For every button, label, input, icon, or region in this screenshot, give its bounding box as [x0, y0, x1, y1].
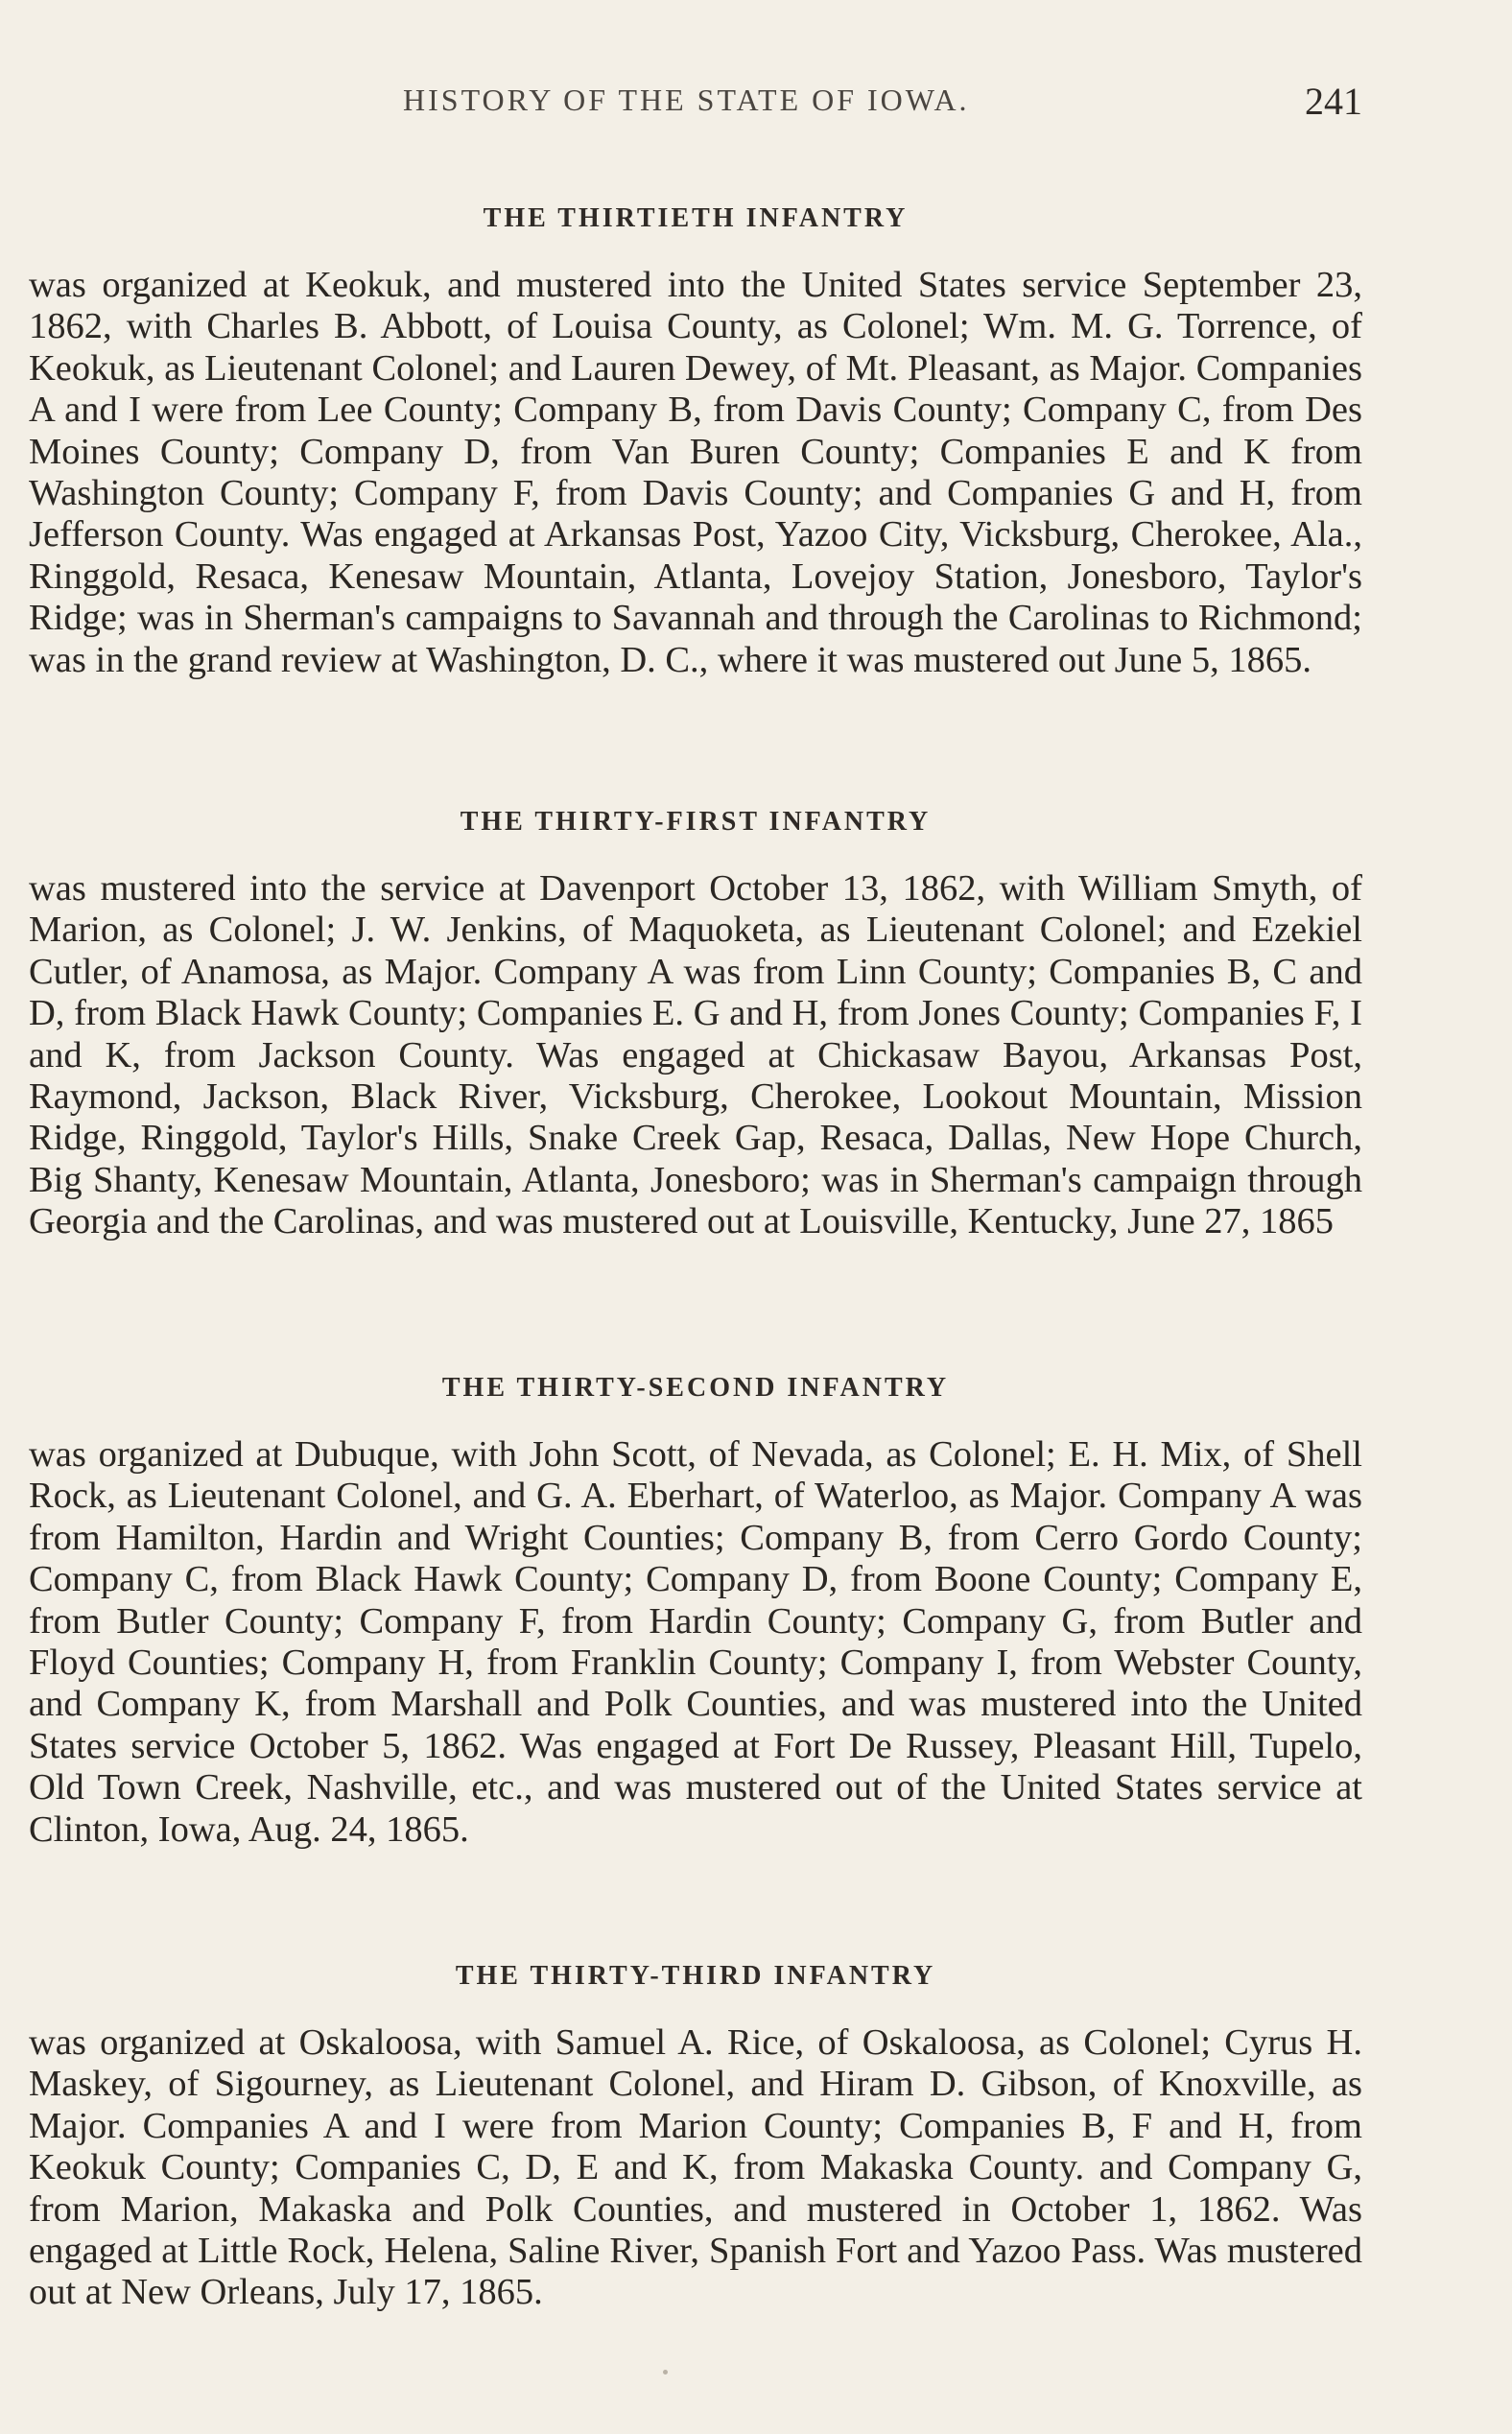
section-body: was organized at Oskaloosa, with Samuel A. Rice, of Oskaloosa, as Colonel; Cyrus H. Maskey, of Sigourney, as Lieutenant Colonel, and Hiram D. Gibson, of Knoxville, as Major. Companies A and I were from Marion County; Companies B, F and H, from Keokuk County; Companies C, D, E and K, from Makaska County. and Company G, from Marion, Makaska and Polk Counties, and mustered in October 1, 1862. Was engaged at Little Rock, Helena, Saline River, Spanish Fort and Yazoo Pass. Was mustered out at New Orleans, July 17, 1865.: [29, 2022, 1362, 2313]
section-thirty-second-infantry: [29, 1369, 1362, 1851]
section-heading: THE THIRTIETH INFANTRY: [483, 203, 909, 233]
section-heading: THE THIRTY-SECOND INFANTRY: [441, 1373, 950, 1403]
section-thirty-third-infantry: [29, 1957, 1362, 2314]
page-number: 241: [1305, 80, 1362, 123]
section-thirty-first-infantry: [29, 803, 1362, 1243]
section-thirtieth-infantry: [29, 200, 1362, 681]
section-heading: THE THIRTY-THIRD INFANTRY: [455, 1961, 936, 1991]
running-title: HISTORY OF THE STATE OF IOWA.: [403, 83, 970, 117]
ink-speck: [663, 2370, 668, 2375]
running-head: [29, 79, 1362, 127]
section-heading: THE THIRTY-FIRST INFANTRY: [460, 807, 932, 837]
section-body: was organized at Keokuk, and mustered into the United States service September 23, 1862, with Charles B. Abbott, of Louisa County, as Colonel; Wm. M. G. Torrence, of Keokuk, as Lieutenant Colonel; and Lauren Dewey, of Mt. Pleasant, as Major. Companies A and I were from Lee County; Company B, from Davis County; Company C, from Des Moines County; Company D, from Van Buren County; Companies E and K from Washington County; Company F, from Davis County; and Companies G and H, from Jefferson County. Was engaged at Arkansas Post, Yazoo City, Vicksburg, Cherokee, Ala., Ringgold, Resaca, Kenesaw Mountain, Atlanta, Lovejoy Station, Jonesboro, Taylor's Ridge; was in Sherman's campaigns to Savannah and through the Carolinas to Richmond; was in the grand review at Washington, D. C., where it was mustered out June 5, 1865.: [29, 265, 1362, 680]
section-body: was mustered into the service at Davenport October 13, 1862, with William Smyth, of Marion, as Colonel; J. W. Jenkins, of Maquoketa, as Lieutenant Colonel; and Ezekiel Cutler, of Anamosa, as Major. Company A was from Linn County; Companies B, C and D, from Black Hawk County; Companies E. G and H, from Jones County; Companies F, I and K, from Jackson County. Was engaged at Chickasaw Bayou, Arkansas Post, Raymond, Jackson, Black River, Vicksburg, Cherokee, Lookout Mountain, Mission Ridge, Ringgold, Taylor's Hills, Snake Creek Gap, Resaca, Dallas, New Hope Church, Big Shanty, Kenesaw Mountain, Atlanta, Jonesboro; was in Sherman's campaign through Georgia and the Carolinas, and was mustered out at Louisville, Kentucky, June 27, 1865: [29, 868, 1362, 1242]
section-body: was organized at Dubuque, with John Scott, of Nevada, as Colonel; E. H. Mix, of Shell Rock, as Lieutenant Colonel, and G. A. Eberhart, of Waterloo, as Major. Company A was from Hamilton, Hardin and Wright Counties; Company B, from Cerro Gordo County; Company C, from Black Hawk County; Company D, from Boone County; Company E, from Butler County; Company F, from Hardin County; Company G, from Butler and Floyd Counties; Company H, from Franklin County; Company I, from Webster County, and Company K, from Marshall and Polk Counties, and was mustered into the United States service October 5, 1862. Was engaged at Fort De Russey, Pleasant Hill, Tupelo, Old Town Creek, Nashville, etc., and was mustered out of the United States service at Clinton, Iowa, Aug. 24, 1865.: [29, 1434, 1362, 1850]
